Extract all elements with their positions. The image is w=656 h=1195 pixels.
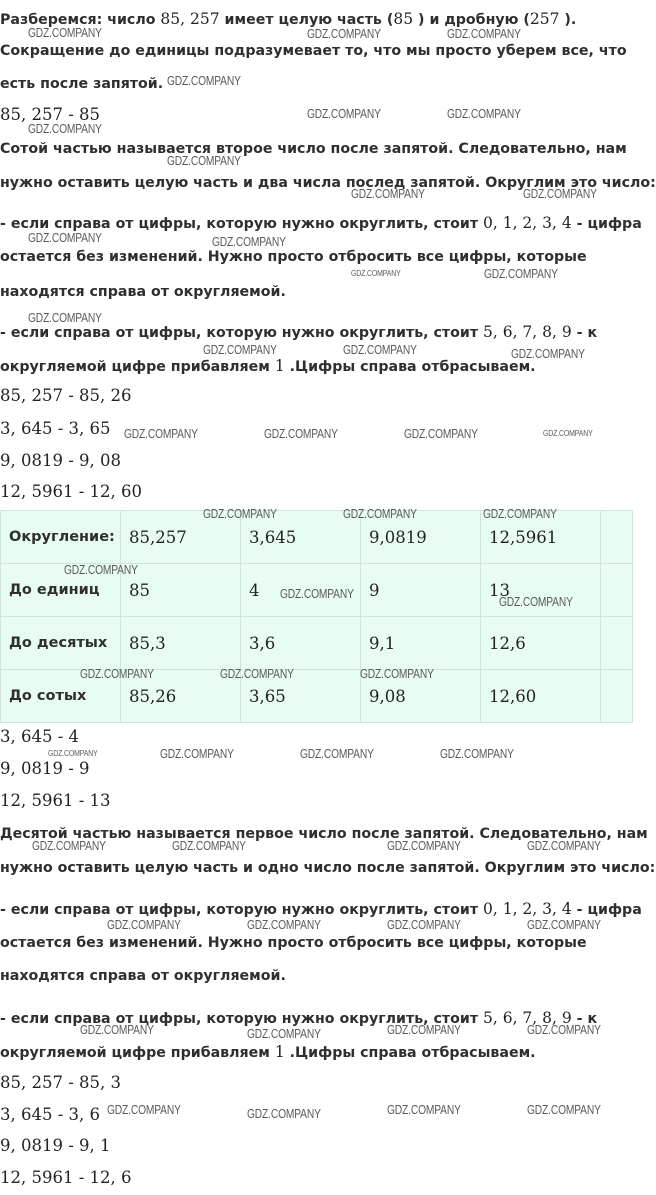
watermark: GDZ.COMPANY (351, 268, 401, 278)
tenths-rule-1-line-3: находятся справа от округляемой. (0, 968, 286, 984)
hundredths-example-2: 3, 645 - 3, 65 (0, 419, 111, 438)
units-example-2: 9, 0819 - 9 (0, 759, 90, 778)
table-empty-cell (601, 511, 633, 564)
watermark: GDZ.COMPANY (447, 107, 521, 121)
table-empty-cell (601, 670, 633, 723)
hundredths-example-1: 85, 257 - 85, 26 (0, 386, 132, 405)
units-example-1: 3, 645 - 4 (0, 727, 80, 746)
watermark: GDZ.COMPANY (447, 27, 521, 41)
tenths-rule-2-line-2: округляемой цифре прибавляем 1 .Цифры справа отбрасываем. (0, 1043, 536, 1061)
watermark: GDZ.COMPANY (387, 918, 461, 932)
watermark: GDZ.COMPANY (124, 427, 198, 441)
tenths-line-2: нужно оставить целую часть и одно число после запятой. Округлим это число: (0, 860, 656, 876)
watermark: GDZ.COMPANY (203, 507, 277, 521)
watermark: GDZ.COMPANY (387, 1023, 461, 1037)
table-cell: 4 (241, 564, 361, 617)
intro-line-3: есть после запятой. (0, 76, 164, 92)
table-cell: 85,3 (121, 617, 241, 670)
watermark: GDZ.COMPANY (64, 563, 138, 577)
tenths-line-1: Десятой частью называется первое число после запятой. Следовательно, нам (0, 826, 648, 842)
watermark: GDZ.COMPANY (247, 1027, 321, 1041)
watermark: GDZ.COMPANY (543, 428, 593, 438)
watermark: GDZ.COMPANY (300, 747, 374, 761)
watermark: GDZ.COMPANY (28, 231, 102, 245)
hundredths-rule-1-line-2: остается без изменений. Нужно просто отбросить все цифры, которые (0, 249, 587, 265)
table-cell: 9 (361, 564, 481, 617)
table-empty-cell (601, 564, 633, 617)
watermark: GDZ.COMPANY (28, 122, 102, 136)
table-header-cell: 9,0819 (361, 511, 481, 564)
watermark: GDZ.COMPANY (523, 187, 597, 201)
watermark: GDZ.COMPANY (167, 74, 241, 88)
watermark: GDZ.COMPANY (483, 507, 557, 521)
table-row (1, 617, 633, 670)
tenths-rule-1: - если справа от цифры, которую нужно округлить, стоит 0, 1, 2, 3, 4 - цифра (0, 900, 642, 918)
tenths-example-4: 12, 5961 - 12, 6 (0, 1168, 132, 1187)
watermark: GDZ.COMPANY (160, 747, 234, 761)
table-cell: 12,6 (481, 617, 601, 670)
watermark: GDZ.COMPANY (307, 27, 381, 41)
watermark: GDZ.COMPANY (107, 1103, 181, 1117)
hundredths-rule-1-line-3: находятся справа от округляемой. (0, 284, 286, 300)
watermark: GDZ.COMPANY (280, 587, 354, 601)
table-header-row (1, 511, 633, 564)
table-cell: 9,1 (361, 617, 481, 670)
tenths-example-1: 85, 257 - 85, 3 (0, 1073, 122, 1092)
watermark: GDZ.COMPANY (527, 839, 601, 853)
table-cell: 9,08 (361, 670, 481, 723)
intro-example: 85, 257 - 85 (0, 105, 101, 124)
table-cell: 12,60 (481, 670, 601, 723)
tenths-example-2: 3, 645 - 3, 6 (0, 1105, 101, 1124)
watermark: GDZ.COMPANY (360, 667, 434, 681)
units-example-3: 12, 5961 - 13 (0, 791, 111, 810)
watermark: GDZ.COMPANY (172, 839, 246, 853)
hundredths-line-2: нужно оставить целую часть и два числа послед запятой. Округлим это число: (0, 175, 656, 191)
rounding-table (0, 510, 633, 723)
table-row-label: До десятых (1, 617, 121, 670)
table-row-label: До сотых (1, 670, 121, 723)
hundredths-example-4: 12, 5961 - 12, 60 (0, 482, 143, 501)
hundredths-line-1: Сотой частью называется второе число после запятой. Следовательно, нам (0, 141, 627, 157)
table-cell: 85,26 (121, 670, 241, 723)
table-row (1, 564, 633, 617)
table-empty-cell (601, 617, 633, 670)
watermark: GDZ.COMPANY (167, 154, 241, 168)
hundredths-rule-2: - если справа от цифры, которую нужно округлить, стоит 5, 6, 7, 8, 9 - к (0, 323, 598, 341)
watermark: GDZ.COMPANY (527, 1103, 601, 1117)
table-row-label: До единиц (1, 564, 121, 617)
table-cell: 85 (121, 564, 241, 617)
table-header-label: Округление: (1, 511, 121, 564)
watermark: GDZ.COMPANY (343, 343, 417, 357)
watermark: GDZ.COMPANY (484, 267, 558, 281)
watermark: GDZ.COMPANY (343, 507, 417, 521)
tenths-rule-1-line-2: остается без изменений. Нужно просто отбросить все цифры, которые (0, 935, 587, 951)
watermark: GDZ.COMPANY (440, 747, 514, 761)
watermark: GDZ.COMPANY (220, 667, 294, 681)
watermark: GDZ.COMPANY (511, 347, 585, 361)
watermark: GDZ.COMPANY (203, 343, 277, 357)
table-cell: 3,65 (241, 670, 361, 723)
table-header-cell: 85,257 (121, 511, 241, 564)
watermark: GDZ.COMPANY (351, 187, 425, 201)
tenths-example-3: 9, 0819 - 9, 1 (0, 1136, 111, 1155)
watermark: GDZ.COMPANY (527, 918, 601, 932)
watermark: GDZ.COMPANY (247, 1107, 321, 1121)
watermark: GDZ.COMPANY (527, 1023, 601, 1037)
table-cell: 13 (481, 564, 601, 617)
intro-line-1: Разберемся: число 85, 257 имеет целую часть (85 ) и дробную (257 ). (0, 10, 577, 28)
watermark: GDZ.COMPANY (32, 839, 106, 853)
watermark: GDZ.COMPANY (387, 1103, 461, 1117)
table-cell: 3,6 (241, 617, 361, 670)
watermark: GDZ.COMPANY (247, 918, 321, 932)
tenths-rule-2: - если справа от цифры, которую нужно округлить, стоит 5, 6, 7, 8, 9 - к (0, 1009, 598, 1027)
watermark: GDZ.COMPANY (80, 667, 154, 681)
watermark: GDZ.COMPANY (212, 235, 286, 249)
watermark: GDZ.COMPANY (264, 427, 338, 441)
intro-line-2: Сокращение до единицы подразумевает то, что мы просто уберем все, что (0, 43, 627, 59)
table-row (1, 670, 633, 723)
hundredths-rule-2-line-2: округляемой цифре прибавляем 1 .Цифры справа отбрасываем. (0, 357, 536, 375)
watermark: GDZ.COMPANY (48, 748, 98, 758)
watermark: GDZ.COMPANY (28, 26, 102, 40)
watermark: GDZ.COMPANY (80, 1023, 154, 1037)
hundredths-example-3: 9, 0819 - 9, 08 (0, 451, 122, 470)
hundredths-rule-1: - если справа от цифры, которую нужно округлить, стоит 0, 1, 2, 3, 4 - цифра (0, 214, 642, 232)
watermark: GDZ.COMPANY (499, 595, 573, 609)
watermark: GDZ.COMPANY (28, 311, 102, 325)
table-header-cell: 3,645 (241, 511, 361, 564)
watermark: GDZ.COMPANY (404, 427, 478, 441)
table-header-cell: 12,5961 (481, 511, 601, 564)
watermark: GDZ.COMPANY (107, 918, 181, 932)
watermark: GDZ.COMPANY (307, 107, 381, 121)
watermark: GDZ.COMPANY (387, 839, 461, 853)
